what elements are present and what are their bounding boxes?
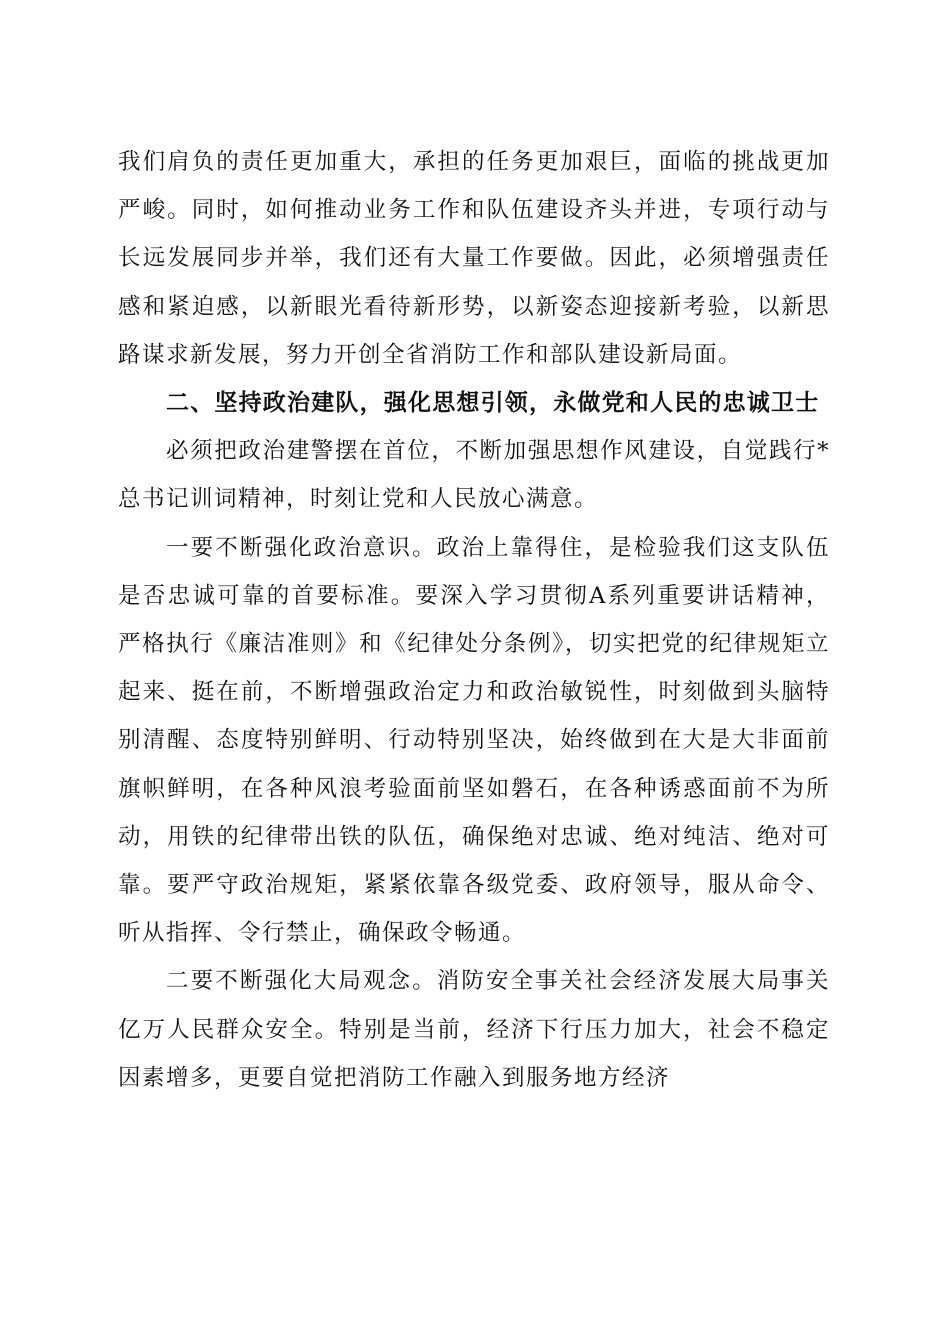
document-page [118, 138, 830, 1102]
body-paragraph: 必须把政治建警摆在首位，不断加强思想作风建设，自觉践行*总书记训词精神，时刻让党和人民放心满意。 [118, 438, 830, 513]
body-paragraph: 二要不断强化大局观念。消防安全事关社会经济发展大局事关亿万人民群众安全。特别是当前，经济下行压力加大，社会不稳定因素增多，更要自觉把消防工作融入到服务地方经济 [118, 968, 830, 1091]
body-paragraph: 我们肩负的责任更加重大，承担的任务更加艰巨，面临的挑战更加严峻。同时，如何推动业务工作和队伍建设齐头并进，专项行动与长远发展同步并举，我们还有大量工作要做。因此，必须增强责任感和紧迫感，以新眼光看待新形势，以新姿态迎接新考验，以新思路谋求新发展，努力开创全省消防工作和部队建设新局面。 [118, 149, 830, 368]
body-paragraph: 一要不断强化政治意识。政治上靠得住，是检验我们这支队伍是否忠诚可靠的首要标准。要深入学习贯彻A系列重要讲话精神，严格执行《廉洁准则》和《纪律处分条例》，切实把党的纪律规矩立起来、挺在前，不断增强政治定力和政治敏锐性，时刻做到头脑特别清醒、态度特别鲜明、行动特别坚决，始终做到在大是大非面前旗帜鲜明，在各种风浪考验面前坚如磐石，在各种诱惑面前不为所动，用铁的纪律带出铁的队伍，确保绝对忠诚、绝对纯洁、绝对可靠。要严守政治规矩，紧紧依靠各级党委、政府领导，服从命令、听从指挥、令行禁止，确保政令畅通。 [118, 534, 830, 947]
section-heading: 二、坚持政治建队，强化思想引领，永做党和人民的忠诚卫士 [166, 390, 820, 417]
